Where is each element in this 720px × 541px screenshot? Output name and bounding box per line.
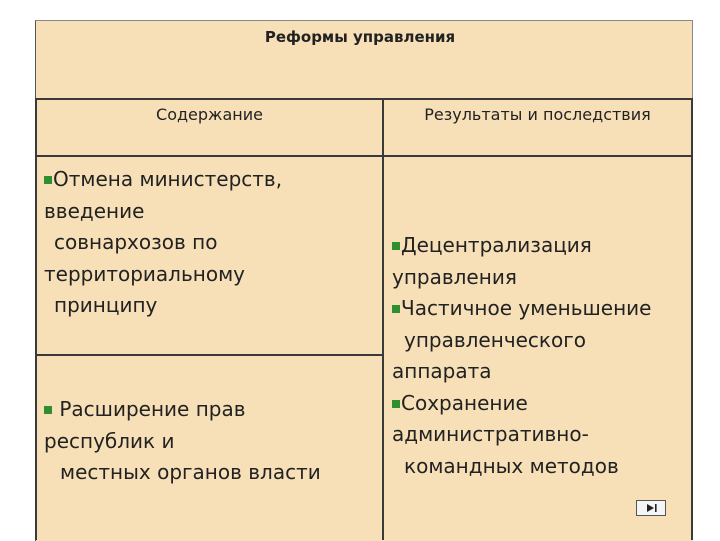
list-item-line: республик и [44,428,175,453]
list-item-line: командных методов [404,453,619,478]
list-item-line: совнархозов по [54,230,218,254]
list-item-line: управления [392,264,517,289]
list-item-line: управленческого [404,327,586,352]
list-item-line: аппарата [392,359,492,383]
right-cell-results [392,230,688,482]
square-bullet-icon [392,242,400,250]
square-bullet-icon [44,176,52,184]
header-results: Результаты и последствия [424,105,651,124]
list-item: Частичное уменьшение [392,293,688,325]
left-cell-rights [44,394,380,489]
square-bullet-icon [392,305,400,313]
square-bullet-icon [392,400,400,408]
list-item-line: местных органов власти [60,460,321,484]
list-item-line: введение [44,198,145,223]
header-content: Содержание [156,105,263,124]
list-item: Сохранение [392,388,688,420]
table-middle-divider [382,98,384,540]
left-cell-abolition [44,164,380,322]
left-cell-divider [35,354,383,356]
header-bottom-border [35,155,693,157]
table-left-border [35,98,37,540]
list-item: Отмена министерств, [44,164,380,196]
list-item: Расширение прав [44,394,380,426]
list-item-line: принципу [54,293,158,317]
slide-title: Реформы управления [264,28,456,46]
list-item-line: административно- [392,422,589,446]
table-right-border [691,98,693,540]
table-top-border [35,98,693,100]
list-item: Децентрализация [392,230,688,262]
list-item-line: территориальному [44,261,245,286]
square-bullet-icon [44,406,52,414]
next-slide-icon [644,503,658,513]
next-slide-button[interactable] [636,500,666,516]
